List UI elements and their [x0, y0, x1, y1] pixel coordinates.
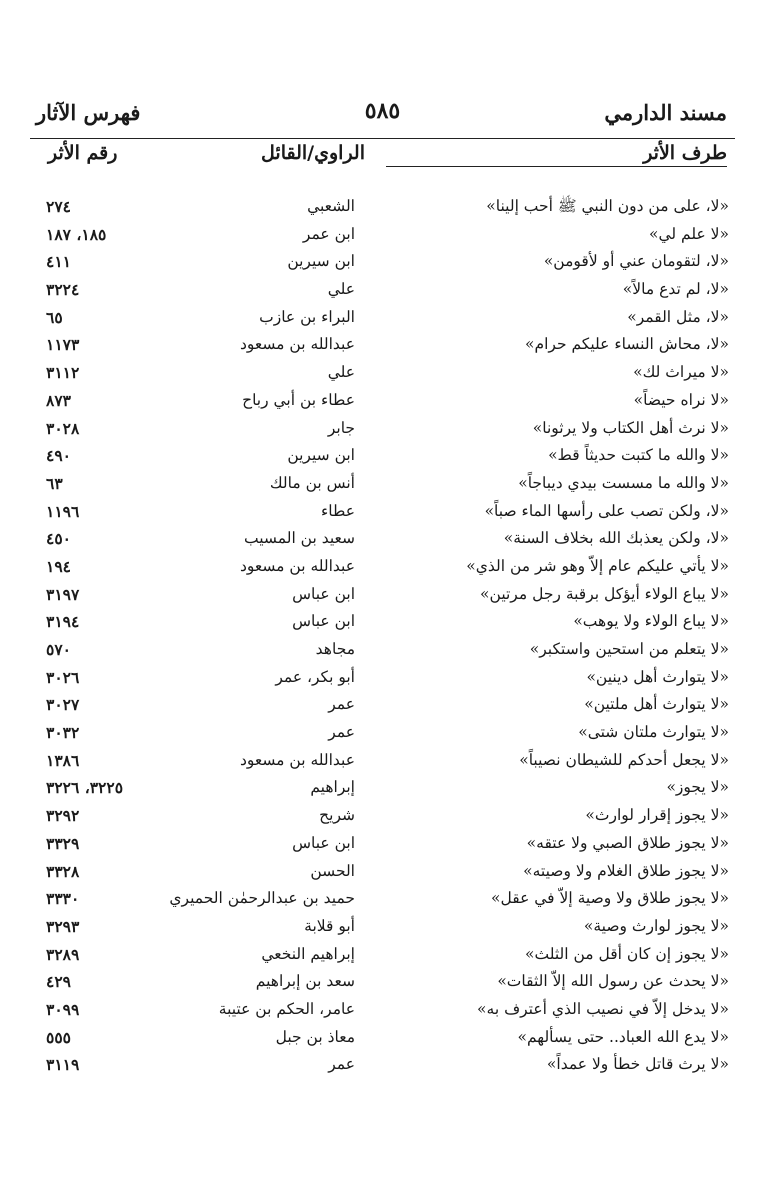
- narrator-name: ابن عباس: [292, 833, 355, 852]
- narrator-name: عبدالله بن مسعود: [239, 556, 355, 575]
- narrator-name: الشعبي: [307, 197, 355, 215]
- table-row: [30, 747, 735, 775]
- athar-number: ٣٣٢٩: [46, 833, 80, 853]
- athar-text: «لا يجوز لوارث وصية»: [583, 916, 729, 935]
- table-row: [30, 581, 735, 609]
- athar-text: «لا نرث أهل الكتاب ولا يرثونا»: [532, 418, 729, 437]
- table-row: [30, 415, 735, 443]
- narrator-name: سعيد بن المسيب: [244, 529, 355, 548]
- athar-number: ١٣٨٦: [46, 750, 80, 770]
- table-row: [30, 719, 735, 747]
- narrator-name: ابن عباس: [292, 584, 355, 603]
- athar-text: «لا يجوز طلاق الغلام ولا وصيته»: [523, 861, 729, 880]
- narrator-name: مجاهد: [315, 640, 355, 658]
- table-row: [30, 193, 735, 221]
- athar-number: ٣٠٣٢: [46, 723, 80, 743]
- athar-number: ١١٧٣: [46, 335, 80, 355]
- athar-text: «لا والله ما كتبت حديثاً قط»: [548, 446, 729, 465]
- athar-text: «لا يتوارث أهل ملتين»: [584, 695, 729, 714]
- table-row: [30, 830, 735, 858]
- table-row: [30, 968, 735, 996]
- narrator-name: ابن سيرين: [287, 252, 355, 271]
- athar-number: ٨٧٣: [46, 390, 71, 410]
- narrator-name: الحسن: [310, 861, 355, 880]
- athar-text: «لا يتوارث ملتان شتى»: [578, 723, 729, 742]
- athar-text: «لا يتوارث أهل دينين»: [586, 667, 729, 686]
- narrator-name: عمر: [328, 723, 355, 742]
- athar-number: ٦٣: [46, 473, 63, 493]
- narrator-name: عطاء بن أبي رباح: [242, 390, 355, 409]
- athar-text: «لا، ولكن تصب على رأسها الماء صباً»: [484, 501, 729, 520]
- narrator-name: البراء بن عازب: [259, 307, 355, 326]
- table-row: [30, 802, 735, 830]
- athar-number: ١٩٤: [46, 556, 71, 576]
- athar-number: ٣٣٢٨: [46, 861, 80, 881]
- table-row: [30, 858, 735, 886]
- narrator-name: جابر: [327, 418, 355, 437]
- athar-text: «لا علم لي»: [649, 224, 729, 243]
- athar-number: ٤٥٠: [46, 529, 71, 549]
- narrator-name: أبو بكر، عمر: [275, 667, 355, 686]
- athar-text: «لا يجوز إن كان أقل من الثلث»: [525, 944, 729, 963]
- narrator-name: ابن عمر: [302, 224, 355, 243]
- athar-number: ٣١١٢: [46, 363, 80, 383]
- athar-text: «لا يجوز إقرار لوارث»: [585, 806, 729, 825]
- table-row: [30, 636, 735, 664]
- table-row: [30, 442, 735, 470]
- athar-text: «لا نراه حيضاً»: [633, 390, 729, 409]
- athar-text: «لا، محاش النساء عليكم حرام»: [525, 335, 729, 354]
- athar-text: «لا والله ما مسست بيدي ديباجاً»: [518, 473, 729, 492]
- athar-text: «لا، مثل القمر»: [627, 307, 729, 326]
- athar-text: «لا يرث قاتل خطأ ولا عمداً»: [546, 1055, 729, 1074]
- narrator-name: أنس بن مالك: [269, 473, 355, 492]
- athar-text: «لا يأتي عليكم عام إلاّ وهو شر من الذي»: [466, 556, 729, 575]
- athar-text: «لا يجعل أحدكم للشيطان نصيباً»: [519, 750, 729, 769]
- athar-number: ٣١٩٤: [46, 612, 80, 632]
- athar-number: ٤١١: [46, 252, 71, 272]
- athar-number: ٥٥٥: [46, 1027, 71, 1047]
- narrator-name: ابن سيرين: [287, 446, 355, 465]
- athar-text: «لا ميراث لك»: [633, 363, 729, 382]
- narrator-name: عامر، الحكم بن عتيبة: [218, 999, 355, 1018]
- athar-number: ٣٣٣٠: [46, 889, 80, 909]
- narrator-name: سعد بن إبراهيم: [255, 972, 355, 991]
- table-row: [30, 913, 735, 941]
- athar-number: ٣٢٨٩: [46, 944, 80, 964]
- narrator-name: عطاء: [321, 501, 355, 520]
- table-row: [30, 691, 735, 719]
- narrator-name: إبراهيم النخعي: [261, 944, 355, 963]
- index-table: [30, 193, 735, 1079]
- table-row: [30, 221, 735, 249]
- athar-text: «لا يتعلم من استحين واستكبر»: [529, 640, 729, 658]
- athar-number: ٣٠٢٧: [46, 695, 80, 715]
- section-title: فهرس الآثار: [36, 100, 141, 125]
- narrator-name: إبراهيم: [310, 778, 355, 797]
- table-row: [30, 1024, 735, 1052]
- table-row: [30, 331, 735, 359]
- athar-text: «لا يجوز طلاق ولا وصية إلاّ في عقل»: [491, 889, 729, 908]
- table-row: [30, 304, 735, 332]
- table-row: [30, 996, 735, 1024]
- athar-number: ٣٢٩٣: [46, 916, 80, 936]
- page-header: [30, 96, 735, 132]
- table-row: [30, 553, 735, 581]
- athar-text: «لا يباع الولاء أيؤكل برقبة رجل مرتين»: [480, 584, 729, 603]
- narrator-name: عبدالله بن مسعود: [239, 750, 355, 769]
- athar-number: ١٨٥، ١٨٧: [46, 224, 107, 244]
- athar-text: «لا يدخل إلاّ في نصيب الذي أعترف به»: [477, 999, 729, 1018]
- narrator-name: علي: [327, 363, 355, 382]
- athar-number: ٤٩٠: [46, 446, 71, 466]
- narrator-name: حميد بن عبدالرحمٰن الحميري: [169, 889, 355, 908]
- narrator-name: معاذ بن جبل: [275, 1027, 355, 1046]
- athar-number: ٣٢٢٥، ٣٢٢٦: [46, 778, 124, 798]
- athar-text: «لا يجوز طلاق الصبي ولا عتقه»: [526, 833, 729, 852]
- athar-text: «لا يدع الله العباد.. حتى يسألهم»: [517, 1027, 729, 1046]
- narrator-name: علي: [327, 280, 355, 299]
- athar-number: ٣٠٩٩: [46, 999, 80, 1019]
- narrator-name: أبو قلابة: [304, 916, 355, 935]
- table-row: [30, 248, 735, 276]
- narrator-name: شريح: [319, 806, 355, 825]
- athar-number: ٣٠٢٦: [46, 667, 80, 687]
- table-row: [30, 885, 735, 913]
- narrator-name: عمر: [328, 695, 355, 714]
- athar-number: ٣٠٢٨: [46, 418, 80, 438]
- table-row: [30, 387, 735, 415]
- athar-number: ٥٧٠: [46, 640, 71, 659]
- athar-number: ٣٢٢٤: [46, 280, 80, 300]
- column-header-rawi: الراوي/القائل: [261, 142, 365, 164]
- column-header-athar: طرف الأثر: [386, 142, 727, 167]
- table-row: [30, 470, 735, 498]
- athar-number: ٣٢٩٢: [46, 806, 80, 826]
- table-row: [30, 359, 735, 387]
- athar-text: «لا يحدث عن رسول الله إلاّ الثقات»: [497, 972, 729, 991]
- header-rule: [30, 138, 735, 139]
- column-headers: [30, 142, 735, 178]
- athar-text: «لا يباع الولاء ولا يوهب»: [573, 612, 729, 631]
- athar-number: ٣١٩٧: [46, 584, 80, 604]
- athar-text: «لا يجوز»: [666, 778, 729, 797]
- narrator-name: عمر: [328, 1055, 355, 1074]
- athar-text: «لا، لتقومان عني أو لأقومن»: [543, 252, 729, 271]
- narrator-name: ابن عباس: [292, 612, 355, 631]
- table-row: [30, 276, 735, 304]
- table-row: [30, 774, 735, 802]
- table-row: [30, 664, 735, 692]
- table-row: [30, 1051, 735, 1079]
- table-row: [30, 498, 735, 526]
- athar-number: ٢٧٤: [46, 197, 71, 216]
- page-number: ٥٨٥: [364, 98, 401, 124]
- table-row: [30, 941, 735, 969]
- athar-number: ٤٢٩: [46, 972, 71, 992]
- athar-text: «لا، على من دون النبي ﷺ أحب إلينا»: [486, 197, 729, 215]
- table-row: [30, 525, 735, 553]
- athar-number: ٦٥: [46, 307, 63, 327]
- table-row: [30, 608, 735, 636]
- athar-text: «لا، ولكن يعذبك الله بخلاف السنة»: [503, 529, 729, 548]
- column-header-number: رقم الأثر: [48, 142, 118, 164]
- book-title: مسند الدارمي: [604, 100, 727, 125]
- athar-text: «لا، لم تدع مالاً»: [622, 280, 729, 299]
- athar-number: ٣١١٩: [46, 1055, 80, 1075]
- athar-number: ١١٩٦: [46, 501, 80, 521]
- narrator-name: عبدالله بن مسعود: [239, 335, 355, 354]
